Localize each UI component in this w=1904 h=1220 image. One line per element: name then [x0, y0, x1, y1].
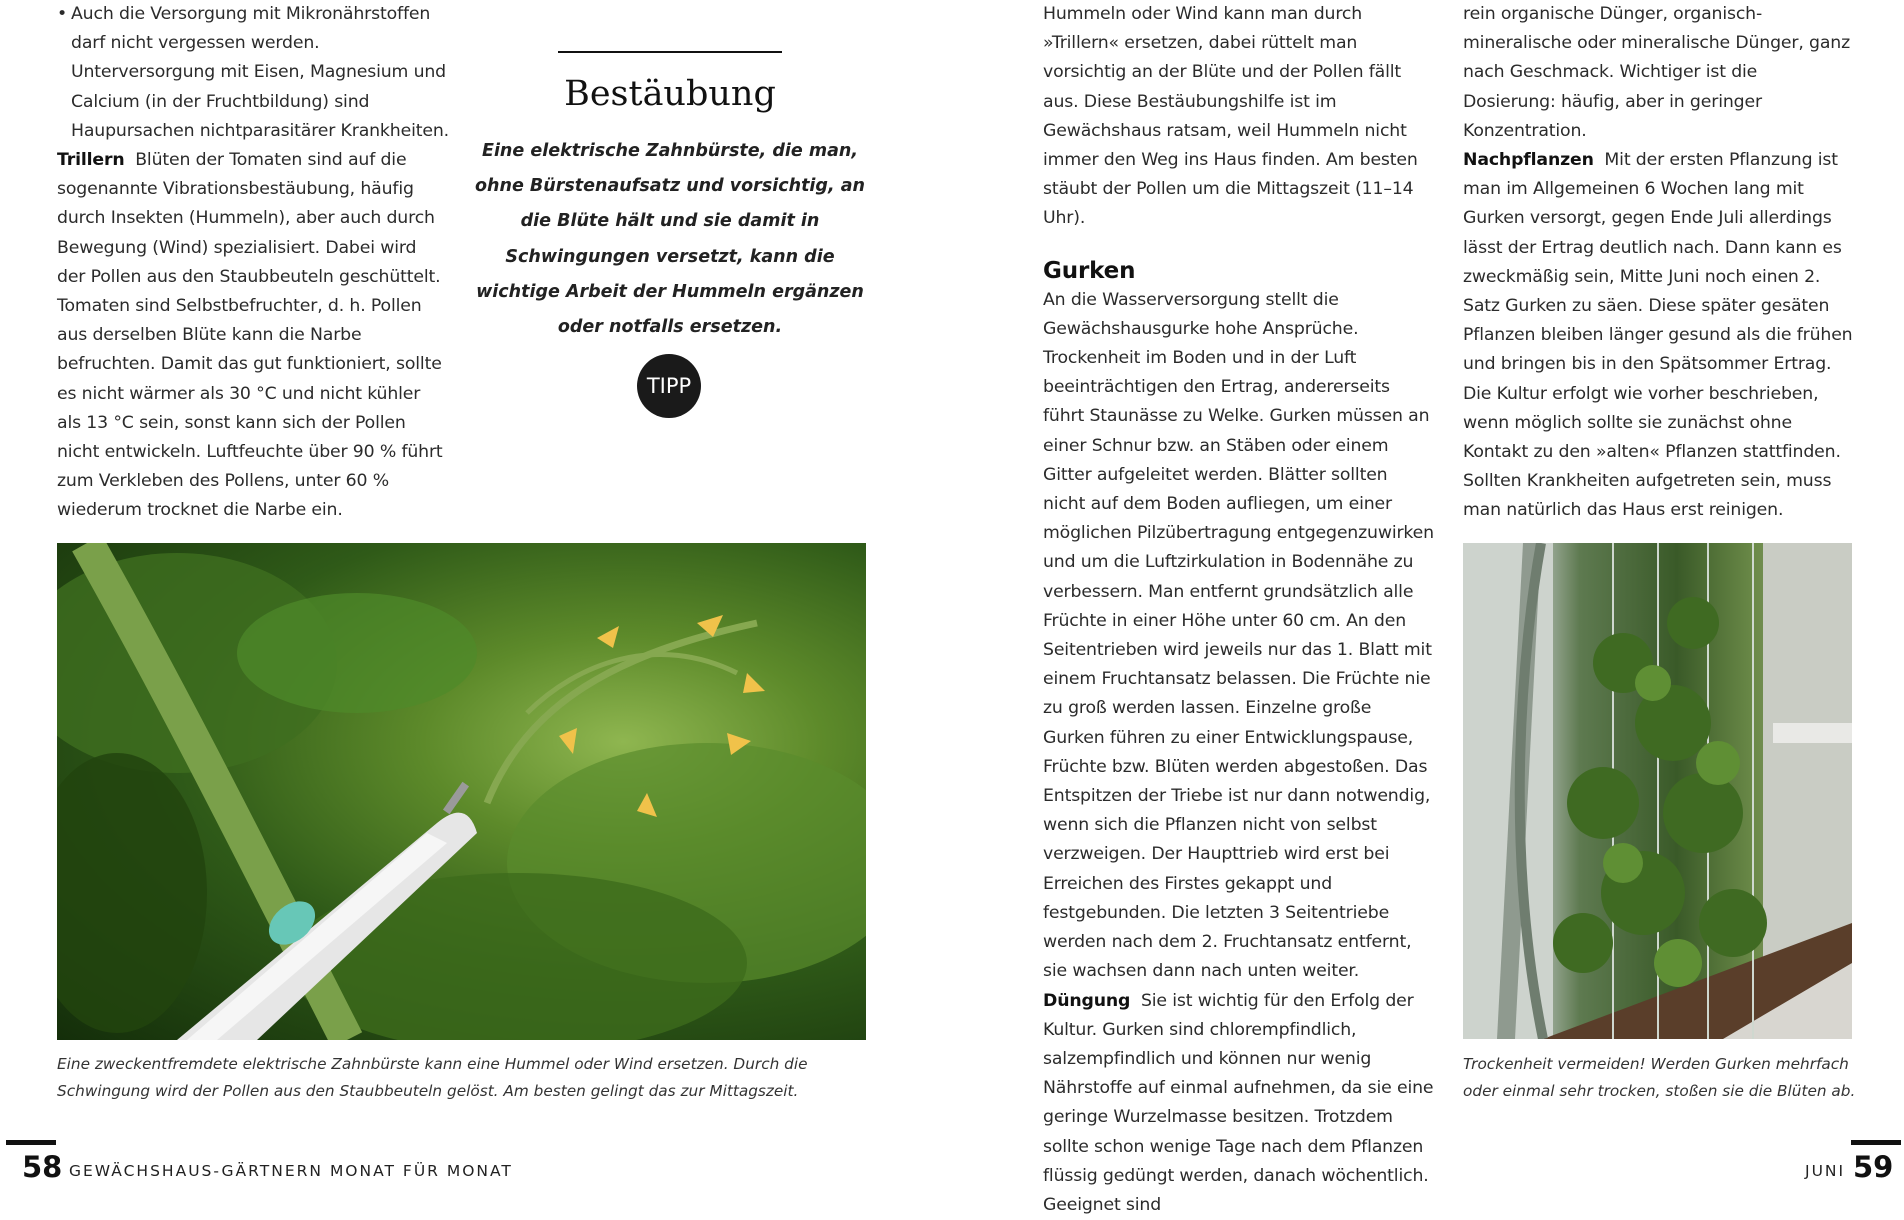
right-folio-bar	[1851, 1140, 1901, 1145]
tipp-divider	[558, 51, 782, 53]
duengung-label: Düngung	[1043, 991, 1130, 1011]
trillern-label: Trillern	[57, 150, 125, 170]
left-page-number: 58	[22, 1150, 62, 1184]
left-running-head: GEWÄCHSHAUS-GÄRTNERN MONAT FÜR MONAT	[69, 1161, 513, 1181]
cucumber-greenhouse-photo	[1463, 543, 1852, 1039]
tipp-badge: TIPP	[637, 354, 701, 418]
kultur-paragraph: Die Kultur erfolgt wie vorher beschrieben, wenn möglich sollte sie zunächst ohne Kontakt zu den »alten« Pflanzen stattfinden. Sollten Krankheiten aufgetreten sein, muss man natürlich das Haus erst reinigen.	[1463, 380, 1855, 526]
duengung-text: Sie ist wichtig für den Erfolg der Kultur. Gurken sind chlorempfindlich, salzempfindlich und können nur wenig Nährstoffe auf einmal aufnehmen, da sie eine geringe Wurzelmasse besitzen. Trotzdem sollte schon wenige Tage nach dem Pflanzen flüssig gedüngt werden, danach wöchentlich. Geeignet sind	[1043, 991, 1433, 1215]
trillern-text: Blüten der Tomaten sind auf die sogenannte Vibrationsbestäubung, häufig durch Insekten (Hummeln), aber auch durch Bewegung (Wind) spezialisiert. Dabei wird der Pollen aus den Staubbeuteln geschüttelt. Tomaten sind Selbstbefruchter, d. h. Pollen aus derselben Blüte kann die Narbe befruchten. Damit das gut funktioniert, sollte es nicht wärmer als 30 °C und nicht kühler als 13 °C sein, sonst kann sich der Pollen nicht entwickeln. Luftfeuchte über 90 % führt zum Verkleben des Pollens, unter 60 % wiederum trocknet die Narbe ein.	[57, 150, 443, 520]
bullet-text: Auch die Versorgung mit Mikronährstoffen darf nicht vergessen werden. Unterversorgung mit Eisen, Magnesium und Calcium (in der Fruchtbildung) sind Haupursachen nichtparasitärer Krankheiten.	[71, 4, 449, 141]
right-running-head: JUNI	[1805, 1161, 1845, 1181]
right-text-column-2	[1463, 0, 1855, 526]
left-photo-caption: Eine zweckentfremdete elektrische Zahnbürste kann eine Hummel oder Wind ersetzen. Durch die Schwingung wird der Pollen aus den Staubbeuteln gelöst. Am besten gelingt das zur Mittagszeit.	[57, 1051, 857, 1105]
tipp-text: Eine elektrische Zahnbürste, die man, ohne Bürstenaufsatz und vorsichtig, an die Blüte hält und sie damit in Schwingungen versetzt, kann die wichtige Arbeit der Hummeln ergänzen oder notfalls ersetzen.	[475, 134, 865, 345]
trillern-continuation: Hummeln oder Wind kann man durch »Trillern« ersetzen, dabei rüttelt man vorsichtig an der Blüte und der Pollen fällt aus. Diese Bestäubungshilfe ist im Gewächshaus ratsam, weil Hummeln nicht immer den Weg ins Haus finden. Am besten stäubt der Pollen um die Mittagszeit (11–14 Uhr).	[1043, 0, 1435, 234]
left-text-column	[57, 0, 449, 526]
bullet-paragraph	[57, 0, 449, 146]
tipp-title: Bestäubung	[480, 72, 860, 116]
gurken-heading: Gurken	[1043, 256, 1435, 286]
nachpflanzen-text: Mit der ersten Pflanzung ist man im Allgemeinen 6 Wochen lang mit Gurken versorgt, gegen Ende Juli allerdings lässt der Ertrag deutlich nach. Dann kann es zweckmäßig sein, Mitte Juni noch einen 2. Satz Gurken zu säen. Diese später gesäten Pflanzen bleiben länger gesund als die frühen und bringen bis in den Spätsommer Ertrag.	[1463, 150, 1852, 374]
duengung-continuation: rein organische Dünger, organisch-mineralische oder mineralische Dünger, ganz nach Geschmack. Wichtiger ist die Dosierung: häufig, aber in geringer Konzentration.	[1463, 0, 1855, 146]
toothbrush-tomato-photo	[57, 543, 866, 1040]
gurken-paragraph: An die Wasserversorgung stellt die Gewächshausgurke hohe Ansprüche. Trockenheit im Boden und in der Luft beeinträchtigen den Ertrag, andererseits führt Staunässe zu Welke. Gurken müssen an einer Schnur bzw. an Stäben oder einem Gitter aufgeleitet werden. Blätter sollten nicht auf dem Boden aufliegen, um einer möglichen Pilzübertragung entgegenzuwirken und um die Luftzirkulation in Bodennähe zu verbessern. Man entfernt grundsätzlich alle Früchte in einer Höhe unter 60 cm. An den Seitentrieben wird jeweils nur das 1. Blatt mit einem Fruchtansatz belassen. Die Früchte nie zu groß werden lassen. Einzelne große Gurken führen zu einer Entwicklungspause, Früchte bzw. Blüten werden abgestoßen. Das Entspitzen der Triebe ist nur dann notwendig, wenn sich die Pflanzen nicht von selbst verzweigen. Der Haupttrieb wird erst bei Erreichen des Firstes gekappt und festgebunden. Die letzten 3 Seitentriebe werden nach dem 2. Fruchtansatz entfernt, sie wachsen dann nach unten weiter.	[1043, 286, 1435, 987]
bullet-marker: •	[57, 0, 71, 29]
toothbrush-tomato-illustration	[57, 543, 866, 1040]
right-photo-caption: Trockenheit vermeiden! Werden Gurken mehrfach oder einmal sehr trocken, stoßen sie die Blüten ab.	[1463, 1051, 1863, 1105]
cucumber-greenhouse-illustration	[1463, 543, 1852, 1039]
left-folio-bar	[6, 1140, 56, 1145]
right-text-column-1	[1043, 0, 1435, 1220]
duengung-paragraph	[1043, 987, 1435, 1220]
nachpflanzen-paragraph	[1463, 146, 1855, 380]
right-page-number: 59	[1853, 1150, 1893, 1184]
nachpflanzen-label: Nachpflanzen	[1463, 150, 1594, 170]
trillern-paragraph	[57, 146, 449, 526]
